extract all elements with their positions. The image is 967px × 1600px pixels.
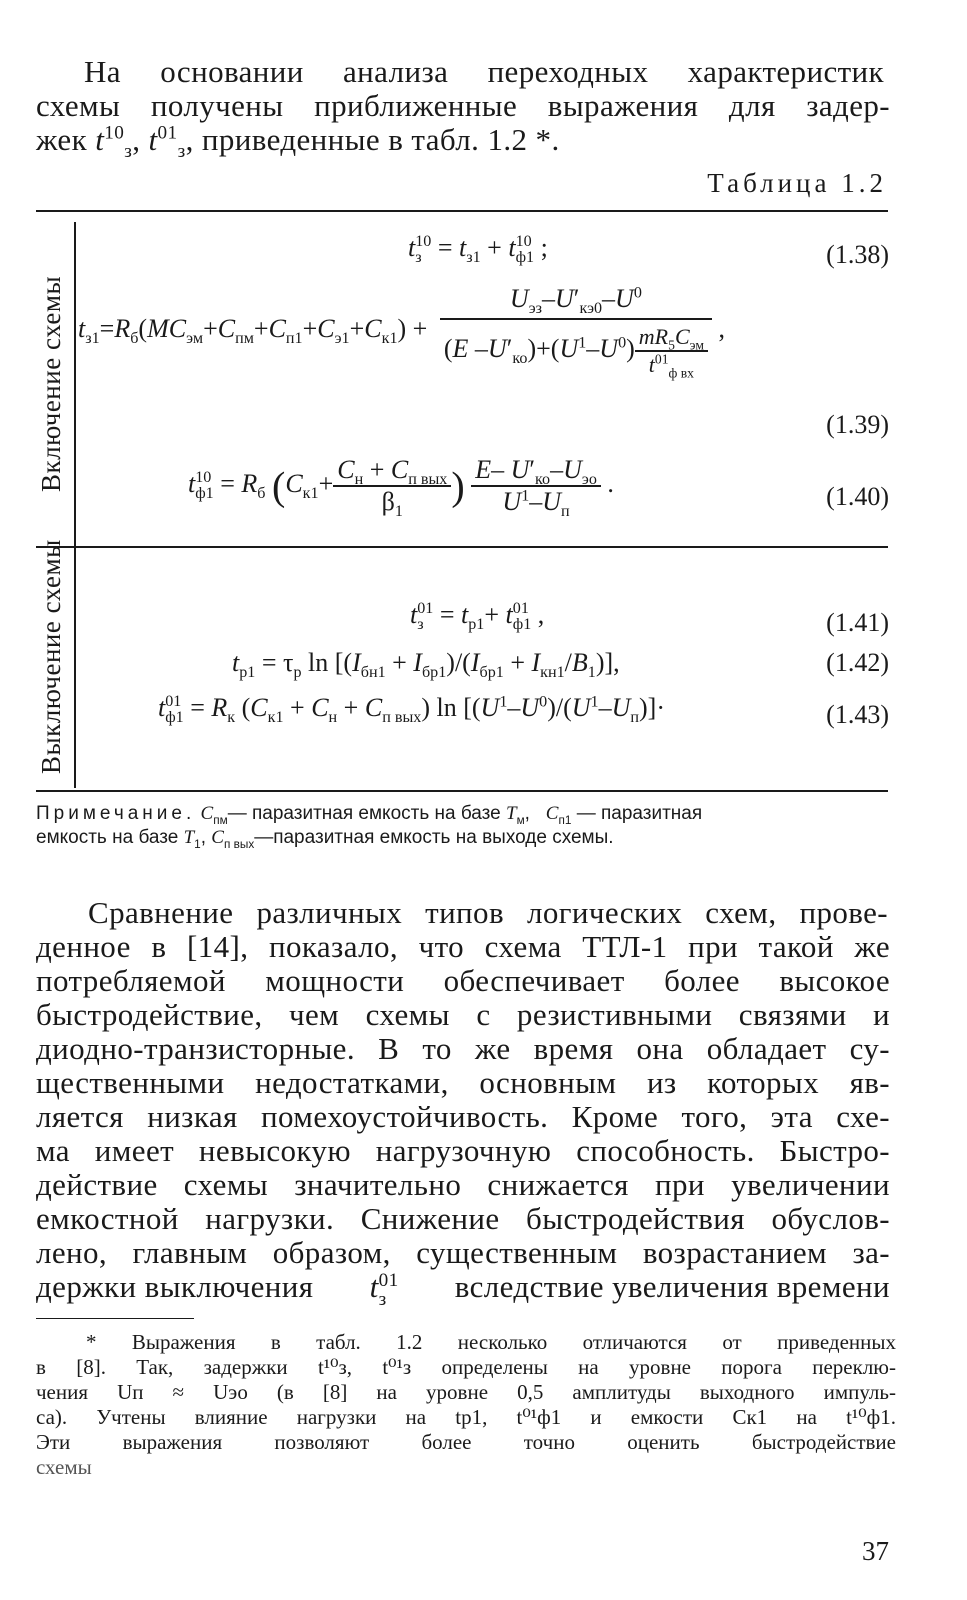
equation-1-41: t 01 з = $t_{р1}+ t$ 01 ф1 , (410, 599, 545, 634)
footnote-line-2: в [8]. Так, задержки t¹⁰з, t⁰¹з определены на уровне порога переклю- (36, 1355, 896, 1379)
body-line-4: быстродействие, чем схемы с резистивными связями и (36, 997, 890, 1032)
equation-number-1-38: (1.38) (826, 240, 889, 269)
footnote (36, 1330, 896, 1480)
intro-line-3-start: жек (36, 122, 96, 157)
equation-number-1-40: (1.40) (826, 482, 889, 511)
body-line-8: ма имеет невысокую нагрузочную способность. Быстро- (36, 1133, 890, 1168)
body-line-6: щественными недостатками, основным из которых яв- (36, 1065, 890, 1100)
equation-1-42: $t_{р1} = \tau_р$ $\ln [(I_{бн1} + I_{бр1})/(I_{бр1} + I_{кн1}/B_1)]$, (232, 648, 620, 682)
body-line-1: Сравнение различных типов логических схем, прове- (88, 895, 888, 930)
footnote-line-1: * Выражения в табл. 1.2 несколько отличаются от приведенных (86, 1330, 896, 1354)
footnote-line-4: са). Учтены влияние нагрузки на tр1, t⁰¹ф1 и емкости Cк1 на t¹⁰ф1. (36, 1405, 896, 1429)
note-text-2: — паразитная (576, 803, 703, 824)
body-line-5: диодно-транзисторные. В то же время она обладает су- (36, 1031, 890, 1066)
section-label-on: Включение схемы (36, 275, 66, 492)
body-line-12-start: держки выключения (36, 1269, 314, 1304)
intro-line-3: жек $t^{10}_з$, $t^{01}_з$, приведенные в табл. 1.2 *. (36, 122, 560, 163)
equation-number-1-41: (1.41) (826, 608, 889, 637)
table-caption: Таблица 1.2 (707, 168, 887, 198)
equation-number-1-43: (1.43) (826, 700, 889, 729)
body-line-3: потребляемой мощности обеспечивает более высокое (36, 963, 890, 998)
section-label-off: Выключение схемы (36, 539, 66, 774)
note-text-3: емкость на базе (36, 827, 179, 848)
footnote-rule (36, 1318, 194, 1319)
footnote-line-5: Эти выражения позволяют более точно оценить быстродействие (36, 1430, 896, 1454)
footnote-line-6: схемы (36, 1455, 92, 1479)
equation-1-39: $t_{з1}=R_б(MC_{эм}+C_{пм}+C_{п1}+C_{э1}+C_{к1})$ + $U_{эз}-U'_{кэ0}-U^0$ (E $-U'_{ко})+(U^1-U^0)$ $\frac{mR_5C_{эм}}{t^{01}_{ф вх}}$ , (78, 284, 725, 381)
intro-line-1: На основании анализа переходных характеристик (84, 54, 884, 89)
table-column-divider (74, 222, 76, 788)
equation-number-1-42: (1.42) (826, 648, 889, 677)
footnote-line-3: чения Uп ≈ Uэо (в [8] на уровне 0,5 амплитуды выходного импуль- (36, 1380, 896, 1404)
table-note: Примечание. $C_{пм}—$ паразитная емкость на базе $T_м$, $C_{п1}$ — паразитная емкость на базе $T_1$, $C_{п вых}—паразитная$ емкость на выходе схемы. (36, 803, 703, 851)
note-text-4: —паразитная емкость на выходе схемы. (254, 827, 614, 848)
intro-line-2: схемы получены приближенные выражения для задер- (36, 88, 890, 123)
body-line-10: емкостной нагрузки. Снижение быстродействия обуслов- (36, 1201, 890, 1236)
equation-number-1-39: (1.39) (826, 410, 889, 439)
intro-line-3-end: , приведенные в табл. 1.2 *. (185, 122, 560, 157)
equation-1-38: t 10 з = $t_{з1} + t$ 10 ф1 ; (408, 232, 548, 267)
table-middle-rule (36, 546, 888, 548)
body-line-12: держки выключения t 01 з вследствие увеличения времени (36, 1269, 890, 1310)
body-line-7: ляется низкая помехоустойчивость. Кроме того, эта схе- (36, 1099, 890, 1134)
note-label: Примечание. (36, 803, 196, 824)
table-bottom-rule (36, 790, 888, 792)
equation-1-40: t 10 ф1 = $R_б$ ($C_{к1}+$ $\frac{C_н + C_{п вых}}{\beta_1}$ ) $\frac{E- U'_{ко}-U_{эо}}{U^1-U_п}$ . (188, 455, 614, 521)
body-line-9: действие схемы значительно снижается при увеличении (36, 1167, 890, 1202)
body-line-12-end: вследствие увеличения времени (454, 1269, 890, 1304)
body-line-11: лено, главным образом, существенным возрастанием за- (36, 1235, 890, 1270)
page-number: 37 (862, 1536, 889, 1566)
table-top-rule (36, 210, 888, 212)
body-line-2: денное в [14], показало, что схема ТТЛ-1 при такой же (36, 929, 890, 964)
equation-1-43: t 01 ф1 = $R_к$ $(C_{к1} + C_н + C_{п вых})$ $\ln [(U^1-U^0)/(U^1-U_п)]\cdot$ (158, 692, 665, 727)
note-text-1: — паразитная емкость на базе (227, 803, 501, 824)
